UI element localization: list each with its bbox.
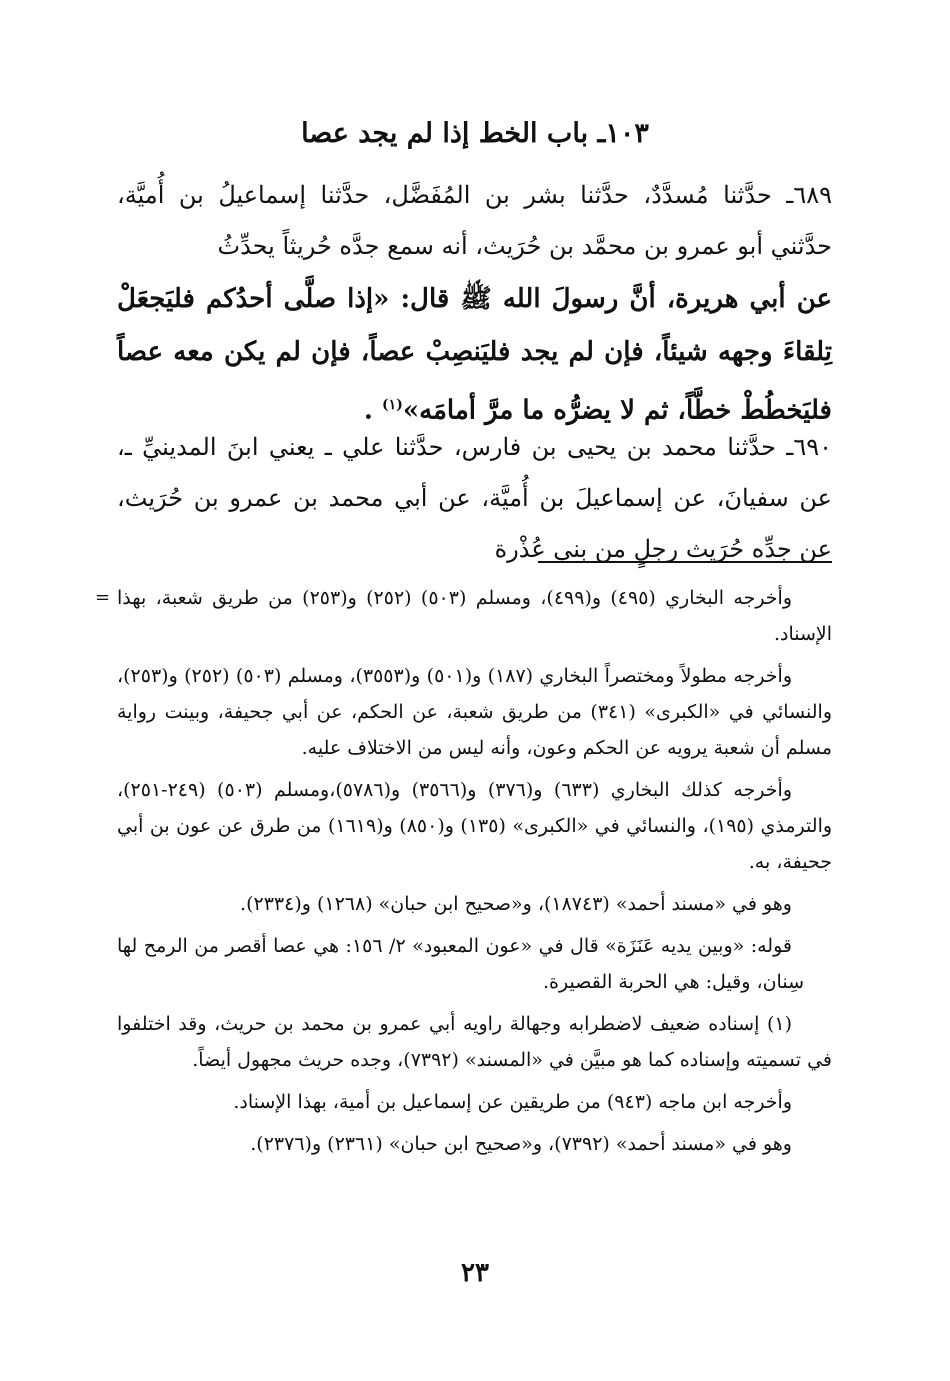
hadith-690-text: ٦٩٠ـ حدَّثنا محمد بن يحيى بن فارس، حدَّثنا علي ـ يعني ابنَ المدينيِّ ـ، عن سفيانَ، عن إسماعيلَ بن أُميَّة، عن أبي محمد بن عمرو بن حُرَيث، عن جدِّه حُرَيث رجلٍ من بني عُذْرة <box>117 433 832 563</box>
footnote-continuation <box>95 580 832 652</box>
chapter-title: ١٠٣ـ باب الخط إذا لم يجد عصا <box>301 118 649 149</box>
hadith-689-body-text: عن أبي هريرة، أنَّ رسولَ الله ﷺ قال: «إذا صلَّى أحدُكم فليَجعَلْ تِلقاءَ وجهه شيئاً، فإن لم يجد فليَنصِبْ عصاً، فإن لم يكن معه عصاً فليَخطُطْ خطَّاً، ثم لا يضرُّه ما مرَّ أمامَه» <box>117 284 832 426</box>
footnote-ref-1: (١) <box>382 397 403 413</box>
hadith-689-intro-text: ٦٨٩ـ حدَّثنا مُسدَّدٌ، حدَّثنا بشر بن المُفَضَّل، حدَّثنا إسماعيلُ بن أُميَّة، حدَّثني أبو عمرو بن محمَّد بن حُرَيث، أنه سمع جدَّه حُريثاً يحدِّثُ <box>117 181 832 260</box>
footnote-note-f: وأخرجه ابن ماجه (٩٤٣) من طريقين عن إسماعيل بن أمية، بهذا الإسناد. <box>233 1091 792 1113</box>
footnote-note-g: وهو في «مسند أحمد» (٧٣٩٢)، و«صحيح ابن حبان» (٢٣٦١) و(٢٣٧٦). <box>250 1133 792 1155</box>
page-number: ٢٣ <box>461 1258 489 1288</box>
footnote-1: (١) إسناده ضعيف لاضطرابه وجهالة راويه أبي عمرو بن محمد بن حريث، وقد اختلفوا في تسميته وإسناده كما هو مبيَّن في «المسند» (٧٣٩٢)، وجده حريث مجهول أيضاً. <box>117 1013 832 1071</box>
footnote-note-d: وهو في «مسند أحمد» (١٨٧٤٣)، و«صحيح ابن حبان» (١٢٦٨) و(٢٣٣٤). <box>240 893 792 915</box>
footnote-note-a: وأخرجه البخاري (٤٩٥) و(٤٩٩)، ومسلم (٥٠٣) (٢٥٢) و(٢٥٣) من طريق شعبة، بهذا الإسناد. <box>117 587 832 645</box>
hadith-690-chain <box>117 422 832 575</box>
hadith-689-body-paragraph <box>117 273 832 438</box>
footnote-note-e: قوله: «وبين يديه عَنَزَة» قال في «عون المعبود» ٢/ ١٥٦: هي عصا أقصر من الرمح لها سِنان، وقيل: هي الحربة القصيرة. <box>117 935 804 993</box>
footnote-separator <box>538 561 832 563</box>
footnote-note-b: وأخرجه مطولاً ومختصراً البخاري (١٨٧) و(٥٠١) و(٣٥٥٣)، ومسلم (٥٠٣) (٢٥٢) و(٢٥٣)، والنسائي في «الكبرى» (٣٤١) من طريق شعبة، عن الحكم، عن أبي جحيفة، وبينت رواية مسلم أن شعبة يرويه عن الحكم وعون، وأنه ليس من الاختلاف عليه. <box>117 665 832 759</box>
footnotes-section <box>95 580 833 1168</box>
hadith-689-end-mark: . <box>363 395 383 426</box>
hadith-689-text <box>117 273 832 438</box>
footnote-note-c: وأخرجه كذلك البخاري (٦٣٣) و(٣٧٦) و(٣٥٦٦) و(٥٧٨٦)،ومسلم (٥٠٣) (٢٤٩-٢٥١)، والترمذي (١٩٥)، والنسائي في «الكبرى» (١٣٥) و(٨٥٠) و(١٦١٩) من طرق عن عون بن أبي جحيفة، به. <box>117 779 833 873</box>
hadith-689-chain <box>117 170 832 272</box>
continuation-mark: = <box>95 587 111 608</box>
